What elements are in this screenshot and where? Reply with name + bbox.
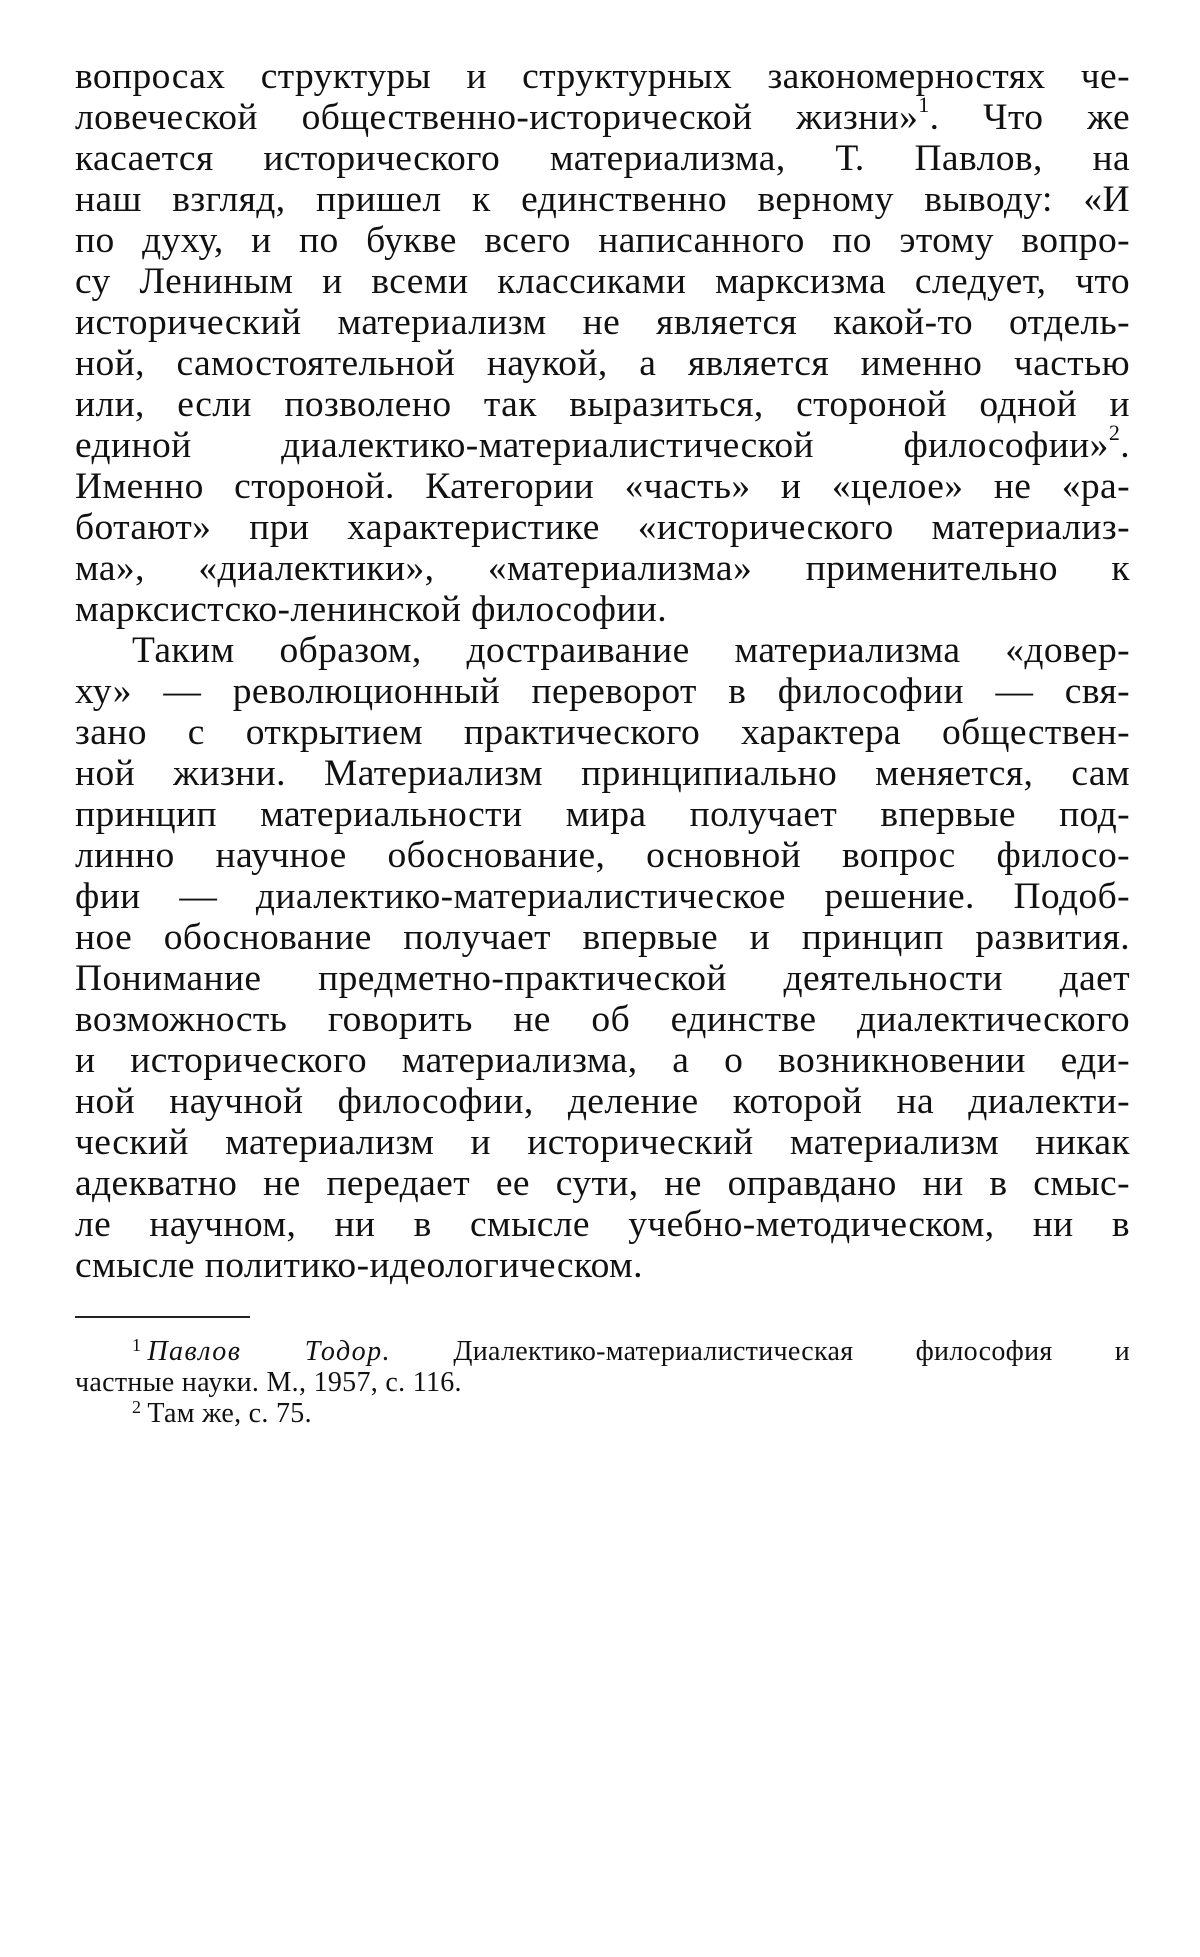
text-line: или, если позволено так выразиться, стороной одной и <box>75 384 1130 425</box>
footnote-1 <box>75 1336 1130 1367</box>
text-line: ма», «диалектики», «материализма» применительно к <box>75 548 1130 589</box>
text-line: адекватно не передает ее сути, не оправдано ни в смыс- <box>75 1163 1130 1204</box>
text-line: наш взгляд, пришел к единственно верному выводу: «И <box>75 179 1130 220</box>
text-line: возможность говорить не об единстве диалектического <box>75 999 1130 1040</box>
main-text <box>75 56 1130 1286</box>
footnote-ref-1: 1 <box>918 91 930 117</box>
text-line: ле научном, ни в смысле учебно-методическом, ни в <box>75 1204 1130 1245</box>
text-fragment: . Что же <box>929 97 1130 138</box>
footnote-mark: 1 <box>132 1335 142 1355</box>
text-line: вопросах структуры и структурных закономерностях че- <box>75 56 1130 97</box>
text-line: и исторического материализма, а о возникновении еди- <box>75 1040 1130 1081</box>
footnote-text: Диалектико-материалистическая философия и <box>453 1336 1130 1367</box>
footnote-2 <box>75 1398 1130 1429</box>
footnote-mark: 2 <box>132 1397 142 1417</box>
footnote-author: Павлов Тодор. <box>147 1336 392 1367</box>
text-line: ческий материализм и исторический материализм никак <box>75 1122 1130 1163</box>
text-line: ной научной философии, деление которой на диалекти- <box>75 1081 1130 1122</box>
footnotes <box>75 1336 1130 1429</box>
text-line <box>75 419 1130 466</box>
text-line: зано с открытием практического характера обществен- <box>75 712 1130 753</box>
text-fragment: ловеческой общественно-исторической жизни» <box>75 97 919 138</box>
paragraph-2 <box>75 630 1130 1286</box>
text-line: Таким образом, достраивание материализма «довер- <box>132 630 1130 671</box>
text-line: касается исторического материализма, Т. Павлов, на <box>75 138 1130 179</box>
text-line: ное обоснование получает впервые и принцип развития. <box>75 917 1130 958</box>
text-line: фии — диалектико-материалистическое решение. Подоб- <box>75 876 1130 917</box>
text-line: Именно стороной. Категории «часть» и «целое» не «ра- <box>75 466 1130 507</box>
text-line: смысле политико-идеологическом. <box>75 1245 643 1286</box>
footnote-divider <box>75 1316 250 1318</box>
text-line: по духу, и по букве всего написанного по этому вопро- <box>75 220 1130 261</box>
text-fragment: единой диалектико-материалистической философии» <box>75 425 1109 466</box>
text-line: ху» — революционный переворот в философии — свя- <box>75 671 1130 712</box>
text-line: марксистско-ленинской философии. <box>75 589 668 630</box>
paragraph-1 <box>75 56 1130 630</box>
text-line: су Лениным и всеми классиками марксизма следует, что <box>75 261 1130 302</box>
text-line: ной, самостоятельной наукой, а является именно частью <box>75 343 1130 384</box>
text-line: принцип материальности мира получает впервые под- <box>75 794 1130 835</box>
footnote-ref-2: 2 <box>1108 419 1121 445</box>
footnote-text: Там же, с. 75. <box>147 1398 312 1429</box>
text-line: линно научное обоснование, основной вопрос филосо- <box>75 835 1130 876</box>
text-line: Понимание предметно-практической деятельности дает <box>75 958 1130 999</box>
text-line: ботают» при характеристике «исторического материализ- <box>75 507 1130 548</box>
text-fragment: . <box>1120 425 1130 466</box>
footnote-1-continued: частные науки. М., 1957, с. 116. <box>75 1367 462 1398</box>
text-line: исторический материализм не является какой-то отдель- <box>75 302 1130 343</box>
book-page <box>75 56 1130 1429</box>
text-line <box>75 91 1130 138</box>
text-line: ной жизни. Материализм принципиально меняется, сам <box>75 753 1130 794</box>
